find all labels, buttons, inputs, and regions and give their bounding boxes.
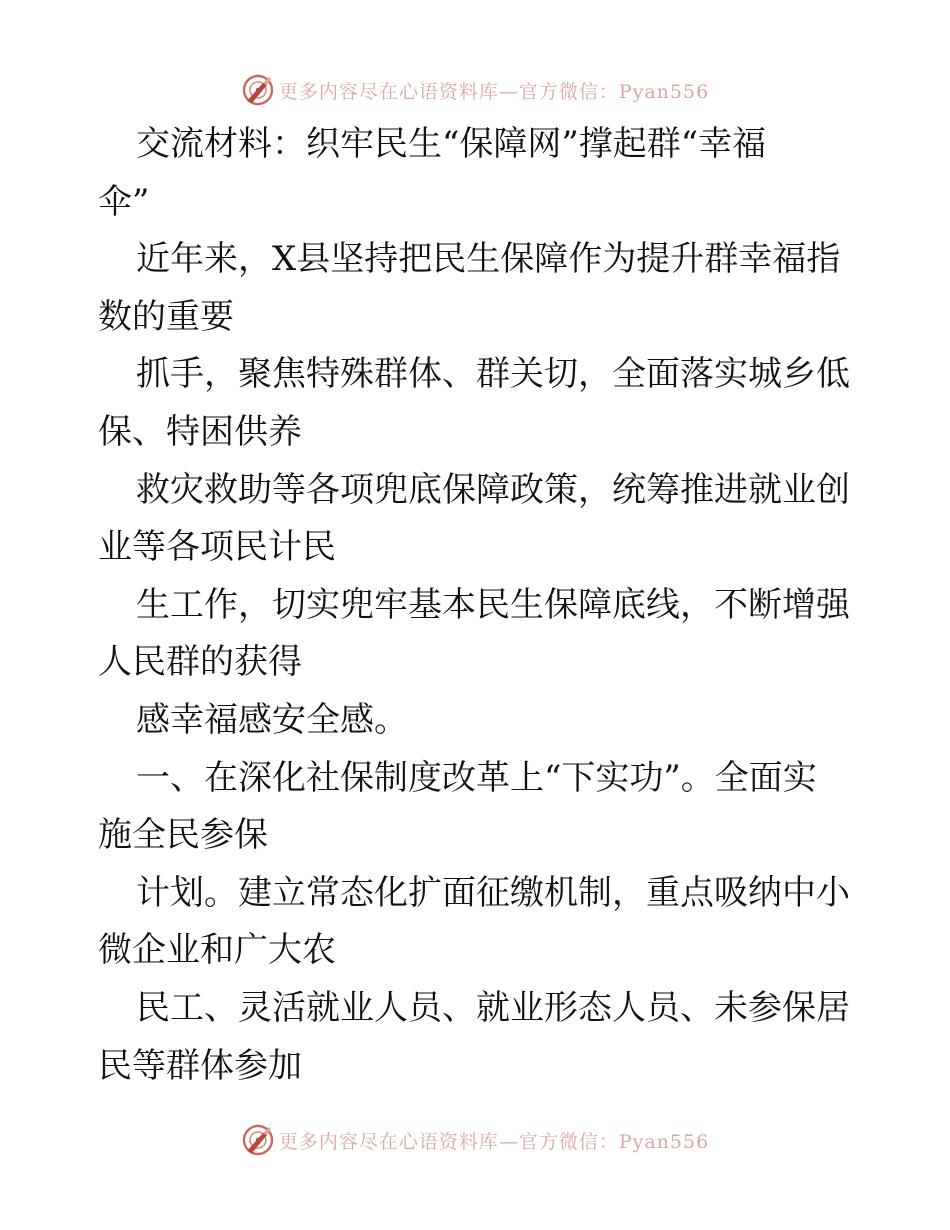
text-line: 交流材料：织牢民生“保障网”撑起群“幸福 [136, 124, 767, 164]
text-line: 生工作，切实兜牢基本民生保障底线，不断增强 [136, 584, 850, 625]
text-line: 人民群的获得 [98, 642, 302, 683]
text-line: 数的重要 [98, 296, 234, 337]
watermark-text: 更多内容尽在心语资料库—官方微信：Pyan556 [278, 1130, 710, 1153]
text-line: 抓手，聚焦特殊群体、群关切，全面落实城乡低 [136, 354, 850, 395]
text-line: 施全民参保 [98, 815, 268, 856]
text-line: 近年来，X县坚持把民生保障作为提升群幸福指 [136, 239, 841, 280]
text-line: 微企业和广大农 [98, 930, 336, 971]
header-watermark [0, 70, 950, 110]
text-line: 业等各项民计民 [98, 527, 336, 568]
seal-logo-icon [241, 1123, 275, 1157]
article-body [98, 116, 858, 1095]
text-line: 民工、灵活就业人员、就业形态人员、未参保居 [136, 987, 850, 1028]
text-line: 一、在深化社保制度改革上“下实功”。全面实 [136, 757, 817, 798]
text-line: 伞” [98, 181, 150, 222]
text-line: 保、特困供养 [98, 411, 302, 452]
text-line: 救灾救助等各项兜底保障政策，统筹推进就业创 [136, 469, 850, 510]
text-line: 民等群体参加 [98, 1045, 302, 1086]
text-line: 感幸福感安全感。 [136, 699, 408, 740]
footer-watermark [0, 1120, 950, 1160]
seal-logo-icon [241, 73, 275, 107]
text-line: 计划。建立常态化扩面征缴机制，重点吸纳中小 [136, 872, 850, 913]
watermark-text: 更多内容尽在心语资料库—官方微信：Pyan556 [278, 80, 710, 103]
